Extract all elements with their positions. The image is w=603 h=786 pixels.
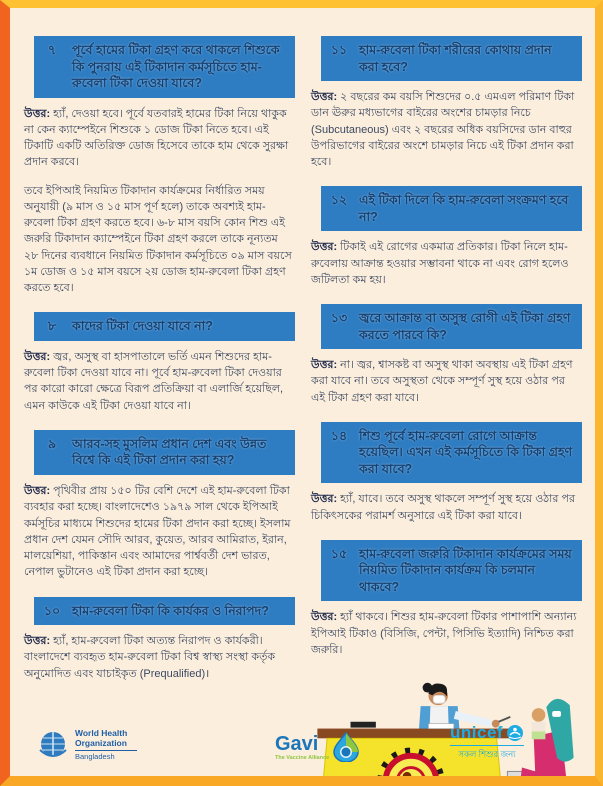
question-text: হাম-রুবেলা জরুরি টিকাদান কার্যক্রমের সময় নিয়মিত টিকাদান কার্যক্রম কি চলমান থাকবে? [359,546,572,594]
gavi-tagline: The Vaccine Alliance [275,754,330,761]
who-divider [75,750,137,751]
question-text: হাম-রুবেলা টিকা শরীরের কোথায় প্রদান করা হবে? [359,43,552,74]
question-box [34,36,295,98]
answer-label: উত্তর: [311,493,338,506]
question-box [321,186,582,231]
who-country: Bangladesh [75,752,115,762]
question-text: কাদের টিকা দেওয়া যাবে না? [72,319,213,334]
unicef-emblem-icon [506,724,524,742]
faq-item [22,430,295,593]
answer-text: ২ বছরের কম বয়সি শিশুদের ০.৫ এমএল পরিমাণ টিকা ডান ঊরুর মধ্যভাগের বাইরের অংশের চামড়ার নিচে (Subcutaneous) এবং ২ বছরের অধিক বয়সিদের ডান বাহুর উপরিভাগের বাইরের অংশে চামড়ার নিচে এই টিকা প্রদান করা হবে। [311,91,575,169]
question-number: ১২ [330,193,348,208]
question-number: ৭ [47,43,57,57]
question-box [321,304,582,349]
answer-paragraph [311,89,582,170]
question-number: ১৩ [330,311,348,326]
unicef-logo [450,723,524,762]
unicef-tagline: সকল শিশুর জন্য [450,745,524,762]
unicef-name: unicef [450,723,504,742]
answer-label: উত্তর: [24,350,51,363]
gavi-name: Gavi [275,732,319,755]
answer-paragraph [24,106,295,171]
left-column [22,36,295,786]
stool [535,779,570,786]
question-number: ১০ [43,603,61,618]
question-number: ৮ [47,319,57,334]
answer-text: হ্যাঁ, হাম-রুবেলা টিকা অত্যন্ত নিরাপদ ও কার্যকরী। বাংলাদেশে ব্যবহৃত হাম-রুবেলা টিকা বিশ্ব স্বাস্থ্য সংস্থা কর্তৃক অনুমোদিত এবং যাচাইকৃত (Prequalified)। [24,635,276,680]
answer-paragraph [24,483,295,581]
question-number: ১৫ [330,546,348,561]
answer-paragraph [311,491,582,524]
answer-text: টিকাই এই রোগের একমাত্র প্রতিকার। টিকা নিলে হাম-রুবেলায় আক্রান্ত হওয়ার সম্ভাবনা থাকে না এবং রোগ হলেও জটিলতা কম হয়। [311,241,569,286]
answer-label: উত্তর: [311,359,338,372]
question-text: হাম-রুবেলা টিকা কি কার্যকর ও নিরাপদ? [72,603,269,618]
answer-paragraph [24,183,295,297]
answer-label: উত্তর: [311,611,338,624]
answer-paragraph [311,239,582,288]
question-number: ১১ [330,43,348,57]
answer-label: উত্তর: [24,484,51,497]
answer-text: না। জ্বর, শ্বাসকষ্ট বা অসুস্থ থাকা অবস্থায় এই টিকা গ্রহণ করা যাবে না। তবে অসুস্থতা থেকে সম্পূর্ণ সুস্থ হয়ে ওঠার পর এই টিকা গ্রহণ করা যাবে। [311,359,573,404]
answer-label: উত্তর: [311,91,338,103]
answer-text: পৃথিবীর প্রায় ১৫০ টির বেশি দেশে এই হাম-রুবেলা টিকা ব্যবহার করা হচ্ছে। বাংলাদেশেও ১৯৭৯ সাল থেকে ইপিআই কর্মসূচির মাধ্যমে শিশুদের হামের টিকা প্রদান করা হচ্ছে। ইসলাম প্রধান দেশ যেমন সৌদি আরব, কুয়েত, আরব আমিরাত, ইরান, মালয়েশিয়া, পাকিস্তান এবং আমাদের পার্শ্ববর্তী দেশ ভারত, নেপাল ভুটানেও এই টিকা প্রদান করা হচ্ছে। [24,484,291,579]
faq-content [10,8,595,786]
answer-text: হ্যাঁ থাকবে। শিশুর হাম-রুবেলা টিকার পাশাপাশি অন্যান্য ইপিআই টিকাও (বিসিজি, পেন্টা, পিসিভি ইত্যাদি) নিশ্চিত করা জরুরি। [311,611,577,656]
answer-text: তবে ইপিআই নিয়মিত টিকাদান কার্যক্রমের নির্ধারিত সময় অনুযায়ী (৯ মাস ও ১৫ মাস পূর্ণ হলে) তাকে অবশ্যই হাম-রুবেলা টিকা গ্রহণ করতে হবে। ৬-৮ মাস বয়সি কোন শিশু এই জরুরি টিকাদান ক্যাম্পেইনে টিকা গ্রহণ করলে তাকে নূন্যতম ২৮ দিনের ব্যবধানে নিয়মিত টিকাদান কর্মসূচিতে ০৯ মাস বয়সে ১ম ডোজ ও ১৫ মাস বয়সে ২য় ডোজ হাম-রুবেলা টিকা গ্রহণ করতে হবে। [24,184,292,295]
answer-text: হ্যাঁ, যাবে। তবে অসুস্থ থাকলে সম্পূর্ণ সুস্থ হয়ে ওঠার পর চিকিৎসকের পরামর্শ অনুসারে এই টিকা করা যাবে। [311,493,575,522]
question-number: ৯ [47,436,57,451]
question-box [34,312,295,341]
answer-text: জ্বর, অসুস্থ বা হাসপাতালে ভর্তি এমন শিশুদের হাম-রুবেলা টিকা দেওয়া যাবে না। পূর্বে হাম-রুবেলা টিকা দেওয়ার পর কারো কারো ক্ষেত্রে বিরূপ প্রতিক্রিয়া বা এলার্জি হয়েছিল, এমন কাউকে এই টিকা দেওয়া যাবে না। [24,350,284,412]
answer-label: উত্তর: [24,635,51,648]
question-text: পূর্বে হামের টিকা গ্রহণ করে থাকলে শিশুকে কি পুনরায় এই টিকাদান কর্মসূচিতে হাম-রুবেলা টিকা দেওয়া যাবে? [72,43,280,90]
faq-item [309,422,582,536]
answer-label: উত্তর: [311,241,338,254]
answer-paragraph [24,349,295,414]
who-name-line1: World Health [75,727,128,738]
faq-item [22,312,295,426]
answer-paragraph [311,357,582,406]
question-text: এই টিকা দিলে কি হাম-রুবেলা সংক্রমণ হবে না? [359,193,569,224]
who-logo [36,728,137,762]
question-text: আরব-সহ মুসলিম প্রধান দেশ এবং উন্নত বিশ্বে কি এই টিকা প্রদান করা হয়? [72,436,267,468]
question-text: শিশু পূর্বে হাম-রুবেলা রোগে আক্রান্ত হয়েছিল। এখন এই কর্মসূচিতে কি টিকা গ্রহণ করা যাবে? [359,428,573,476]
question-box [321,422,582,484]
faq-item [309,186,582,300]
answer-text: হ্যাঁ, দেওয়া হবে। পূর্বে যতবারই হামের টিকা নিয়ে থাকুক না কেন ক্যাম্পেইনে শিশুকে ১ ডোজ টিকা নিতে হবে। এই টিকাটি একটি অতিরিক্ত ডোজ হিসেবে তাকে হাম থেকে সুরক্ষা প্রদান করবে। [24,107,289,169]
faq-item [22,597,295,694]
faq-item [309,36,582,182]
answer-label: উত্তর: [24,107,51,120]
question-box [34,597,295,626]
who-emblem-icon [36,728,70,762]
question-box [321,36,582,81]
question-number: ১৪ [330,428,348,443]
question-text: জ্বরে আক্রান্ত বা অসুস্থ রোগী এই টিকা গ্রহণ করতে পারবে কি? [359,311,571,342]
question-box [321,540,582,602]
question-box [34,430,295,475]
who-name-line2: Organization [75,737,127,748]
footer [32,710,575,766]
faq-item [309,304,582,418]
gavi-logo [275,732,360,762]
right-column [309,36,582,786]
faq-item [22,36,295,308]
answer-paragraph [24,633,295,682]
faq-item [309,540,582,670]
gavi-droplet-icon [332,732,360,762]
answer-paragraph [311,609,582,658]
